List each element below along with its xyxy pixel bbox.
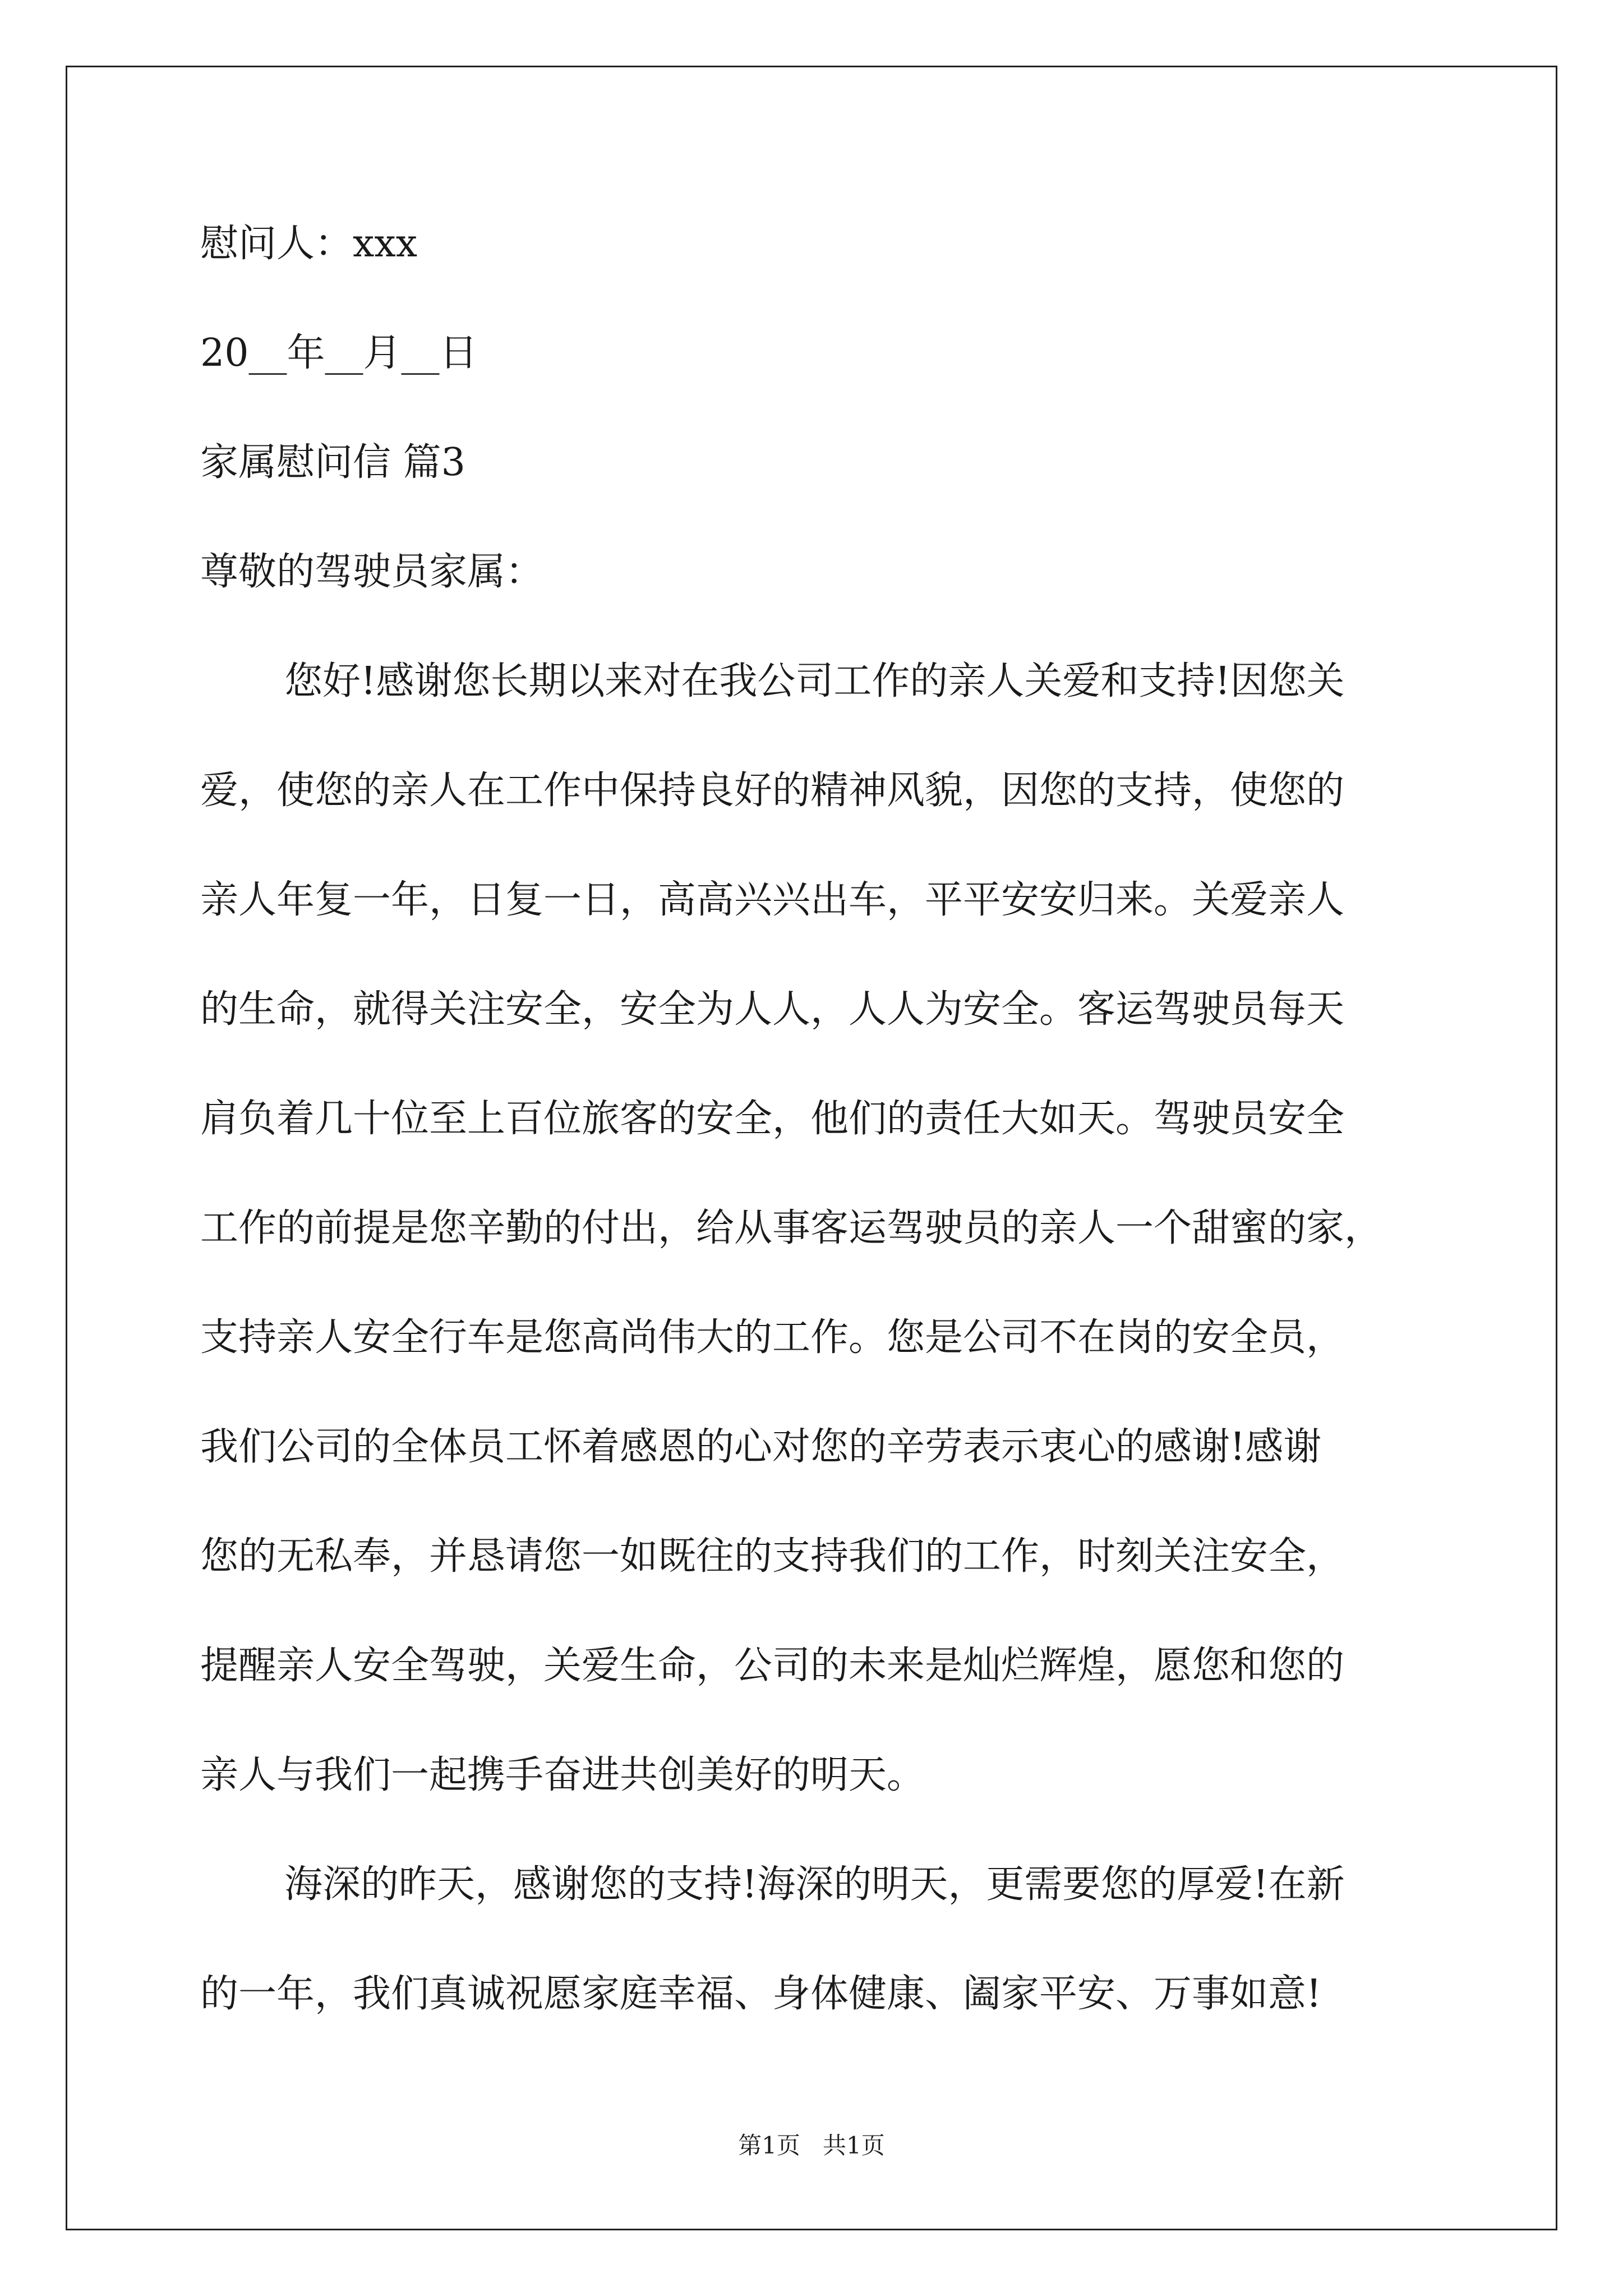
sender-line: 慰问人：xxx xyxy=(200,222,418,266)
body-line: 工作的前提是您辛勤的付出，给从事客运驾驶员的亲人一个甜蜜的家， xyxy=(200,1206,1383,1250)
body-line: 提醒亲人安全驾驶，关爱生命，公司的未来是灿烂辉煌，愿您和您的 xyxy=(200,1644,1345,1688)
body-line: 肩负着几十位至上百位旅客的安全，他们的责任大如天。驾驶员安全 xyxy=(200,1097,1345,1141)
body-line: 您的无私奉，并恳请您一如既往的支持我们的工作，时刻关注安全， xyxy=(200,1534,1345,1579)
body-line: 海深的昨天，感谢您的支持!海深的明天，更需要您的厚爱!在新 xyxy=(284,1862,1345,1907)
salutation: 尊敬的驾驶员家属： xyxy=(200,550,544,594)
body-line: 亲人年复一年，日复一日，高高兴兴出车，平平安安归来。关爱亲人 xyxy=(200,878,1345,922)
body-line: 的一年，我们真诚祝愿家庭幸福、身体健康、阖家平安、万事如意! xyxy=(200,1972,1322,2016)
letter-content xyxy=(200,222,1434,2081)
body-line: 支持亲人安全行车是您高尚伟大的工作。您是公司不在岗的安全员， xyxy=(200,1315,1345,1360)
section-title: 家属慰问信 篇3 xyxy=(200,440,465,485)
date-line: 20__年__月__日 xyxy=(200,331,478,375)
body-line: 的生命，就得关注安全，安全为人人，人人为安全。客运驾驶员每天 xyxy=(200,987,1345,1032)
body-line: 您好!感谢您长期以来对在我公司工作的亲人关爱和支持!因您关 xyxy=(284,659,1345,703)
page-footer: 第1页 共1页 xyxy=(738,2132,885,2159)
body-line: 亲人与我们一起携手奋进共创美好的明天。 xyxy=(200,1753,925,1797)
body-line: 爱，使您的亲人在工作中保持良好的精神风貌，因您的支持，使您的 xyxy=(200,769,1345,813)
body-line: 我们公司的全体员工怀着感恩的心对您的辛劳表示衷心的感谢!感谢 xyxy=(200,1425,1322,1469)
